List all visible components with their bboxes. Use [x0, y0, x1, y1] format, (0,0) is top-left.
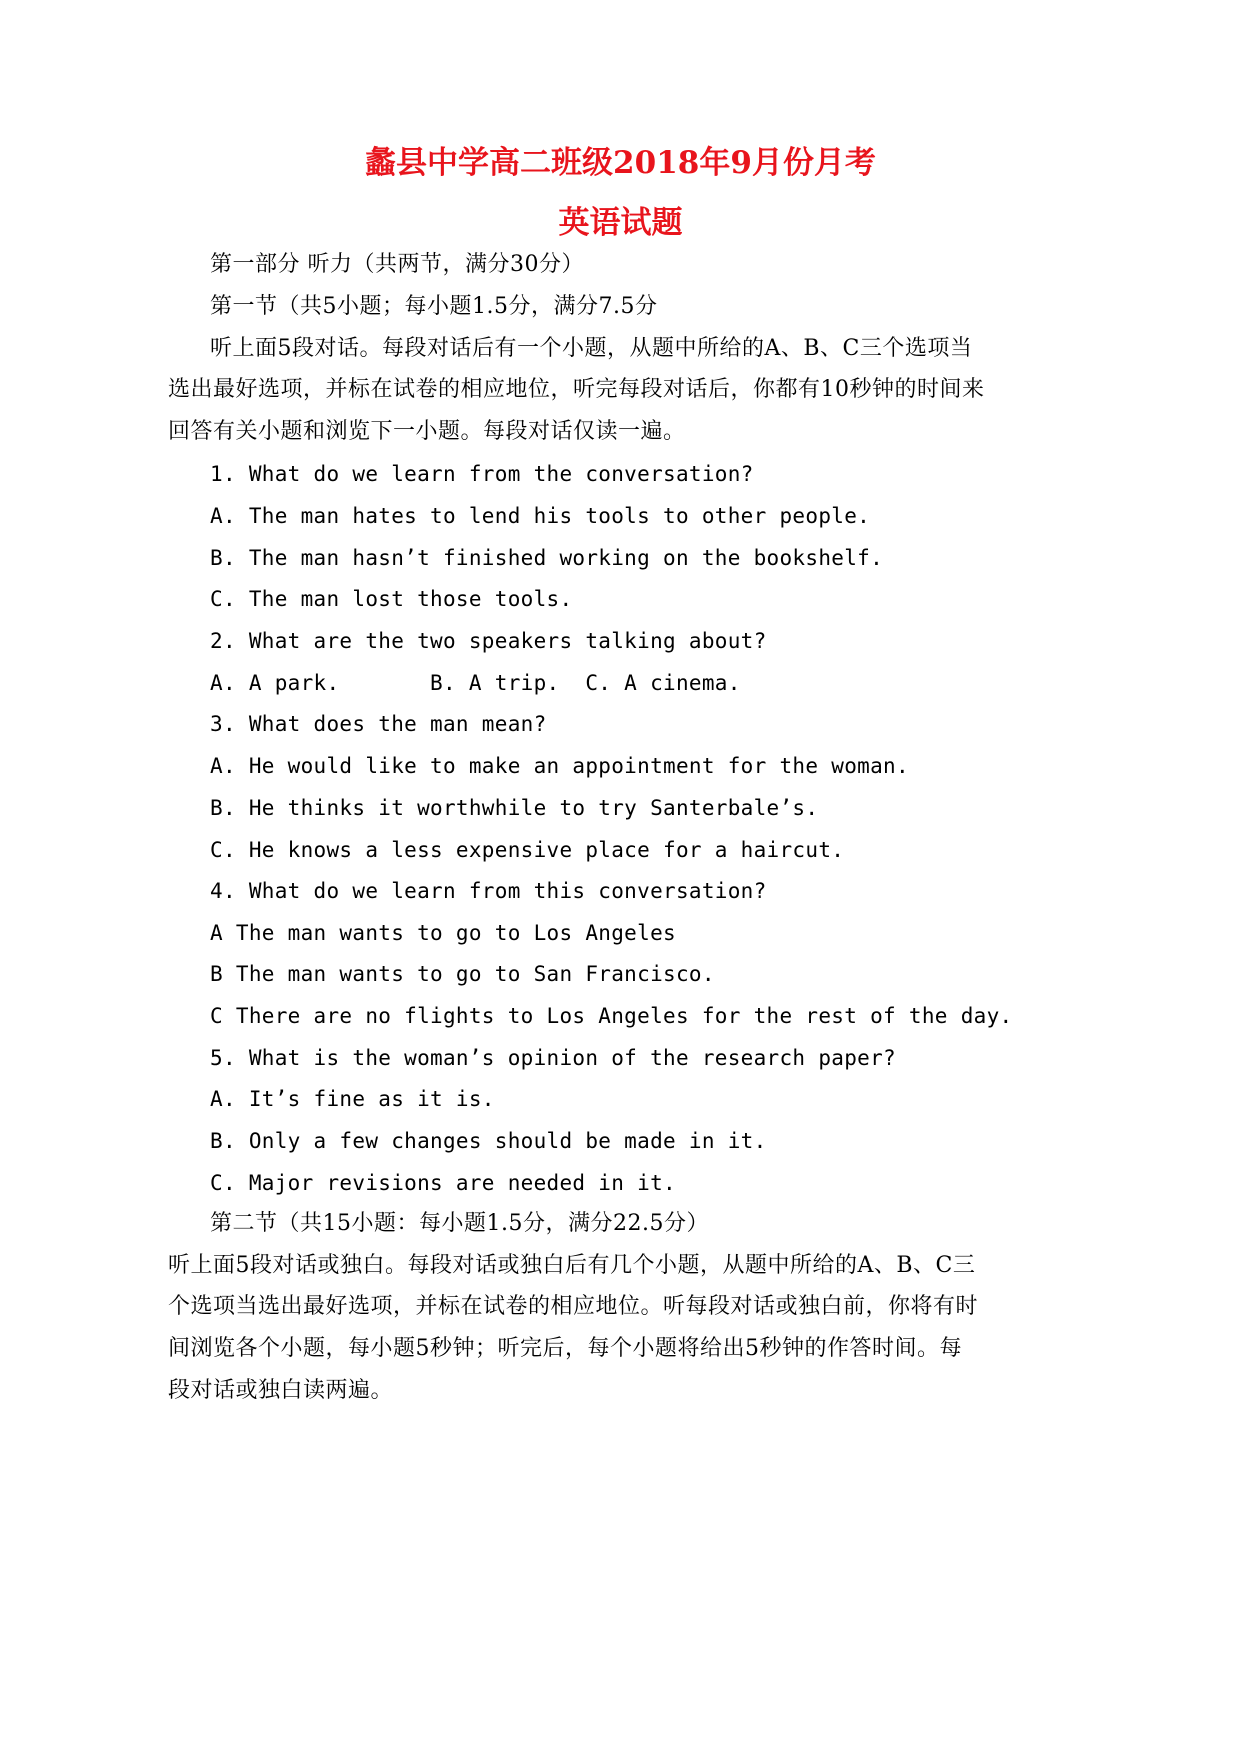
question-option: A. A park. B. A trip. C. A cinema.: [210, 671, 741, 695]
question-stem: 2. What are the two speakers talking about?: [210, 629, 767, 653]
question-option: A. He would like to make an appointment for the woman.: [210, 754, 909, 778]
section1-instruction-line: 回答有关小题和浏览下一小题。每段对话仅读一遍。: [168, 419, 686, 444]
question-option: C. The man lost those tools.: [210, 587, 573, 611]
question-option: C. He knows a less expensive place for a haircut.: [210, 838, 845, 862]
question-stem: 3. What does the man mean?: [210, 712, 547, 736]
question-option: B The man wants to go to San Francisco.: [210, 962, 715, 986]
part-heading: 第一部分 听力（共两节，满分30分）: [210, 252, 584, 277]
question-option: A The man wants to go to Los Angeles: [210, 921, 676, 945]
section2-instruction-line: 间浏览各个小题，每小题5秒钟；听完后，每个小题将给出5秒钟的作答时间。每: [168, 1336, 962, 1361]
question-option: A. The man hates to lend his tools to other people.: [210, 504, 871, 528]
exam-title: 蠡县中学高二班级2018年9月份月考: [365, 145, 876, 181]
question-stem: 4. What do we learn from this conversation?: [210, 879, 767, 903]
question-option: B. The man hasn’t finished working on the bookshelf.: [210, 546, 884, 570]
question-option: A. It’s fine as it is.: [210, 1087, 495, 1111]
question-stem: 1. What do we learn from the conversation?: [210, 462, 754, 486]
section2-instruction-line: 个选项当选出最好选项，并标在试卷的相应地位。听每段对话或独白前，你将有时: [168, 1294, 979, 1319]
section1-instruction-line: 选出最好选项，并标在试卷的相应地位，听完每段对话后，你都有10秒钟的时间来: [168, 377, 985, 402]
question-option: B. He thinks it worthwhile to try Santerbale’s.: [210, 796, 819, 820]
section2-instruction-line: 段对话或独白读两遍。: [168, 1378, 394, 1403]
section1-instruction-line: 听上面5段对话。每段对话后有一个小题，从题中所给的A、B、C三个选项当: [210, 336, 973, 361]
exam-subtitle: 英语试题: [558, 205, 683, 241]
question-option: B. Only a few changes should be made in it.: [210, 1129, 767, 1153]
section2-instruction-line: 听上面5段对话或独白。每段对话或独白后有几个小题，从题中所给的A、B、C三: [168, 1253, 976, 1278]
question-stem: 5. What is the woman’s opinion of the research paper?: [210, 1046, 896, 1070]
question-option: C There are no flights to Los Angeles for the rest of the day.: [210, 1004, 1013, 1028]
section1-heading: 第一节（共5小题；每小题1.5分，满分7.5分: [210, 294, 658, 319]
question-option: C. Major revisions are needed in it.: [210, 1171, 676, 1195]
section2-heading: 第二节（共15小题：每小题1.5分，满分22.5分）: [210, 1211, 709, 1236]
